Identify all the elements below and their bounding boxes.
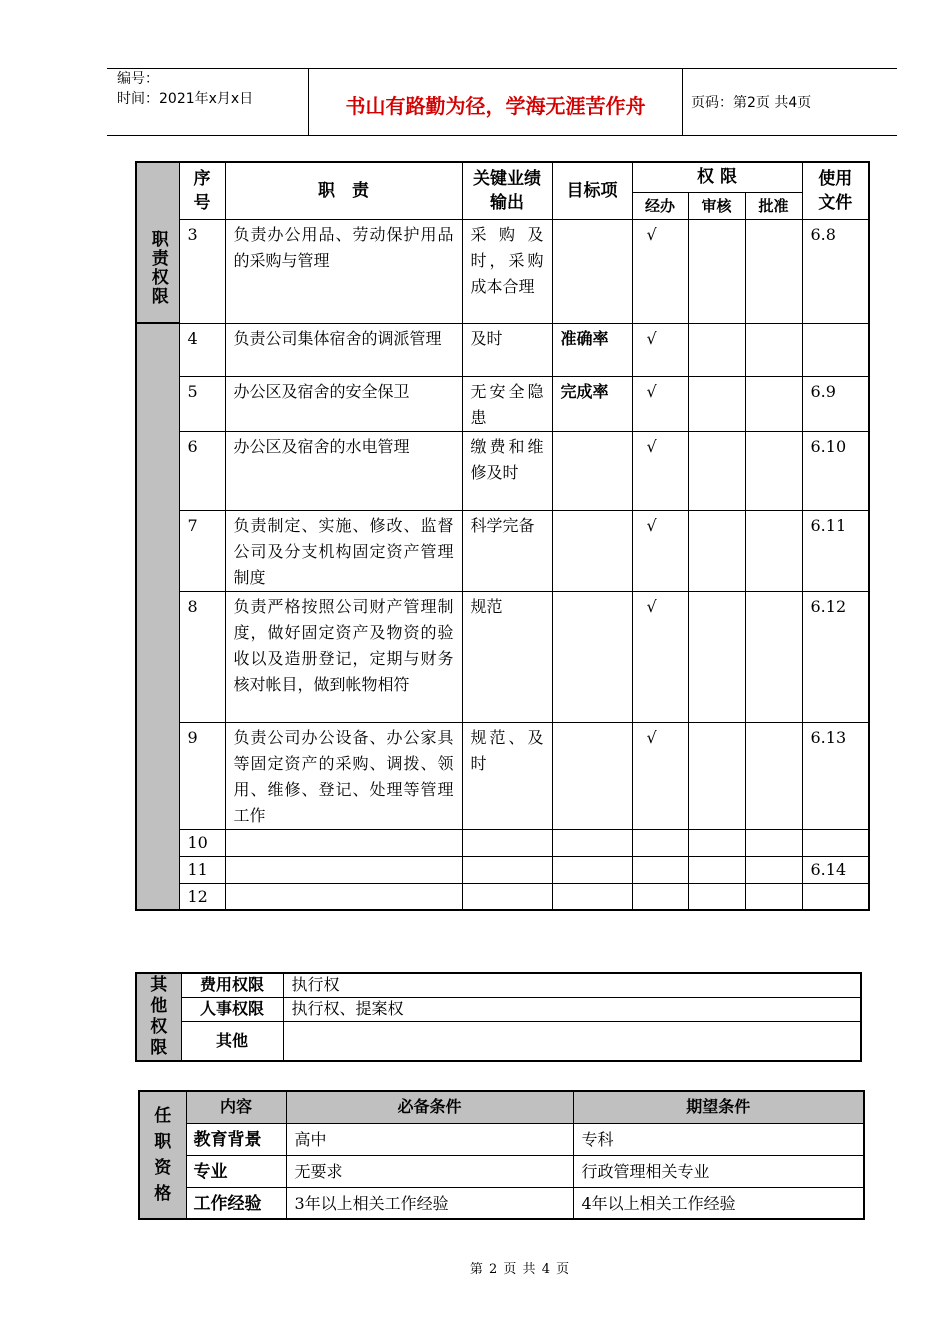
row-handle: √ xyxy=(632,510,688,591)
qual-expected: 专科 xyxy=(573,1123,864,1155)
other-rights-label-cell xyxy=(136,973,181,1061)
col-output-header-text: 关键业绩输出 xyxy=(473,168,541,213)
other-rights-label: 费用权限 xyxy=(181,973,283,997)
row-target: 完成率 xyxy=(552,376,632,431)
other-rights-value: 执行权、提案权 xyxy=(283,997,861,1021)
col-seq-header-text: 序号 xyxy=(193,168,211,213)
col-docs-header xyxy=(802,162,869,219)
row-seq: 11 xyxy=(179,856,225,883)
header-bottom-line xyxy=(107,135,897,136)
table-row xyxy=(139,1155,864,1187)
col-target-header: 目标项 xyxy=(552,162,632,219)
qual-expected: 4年以上相关工作经验 xyxy=(573,1187,864,1219)
duties-section-label: 职责权限 xyxy=(147,230,168,306)
col-output-header xyxy=(462,162,552,219)
row-seq: 12 xyxy=(179,883,225,910)
row-approve xyxy=(745,883,802,910)
qual-expected: 行政管理相关专业 xyxy=(573,1155,864,1187)
page-footer: 第 2 页 共 4 页 xyxy=(469,1262,571,1277)
row-duty xyxy=(225,829,462,856)
row-target xyxy=(552,856,632,883)
row-handle: √ xyxy=(632,431,688,510)
row-output: 缴费和维修及时 xyxy=(462,431,552,510)
row-approve xyxy=(745,722,802,829)
row-handle: √ xyxy=(632,323,688,376)
row-output: 科学完备 xyxy=(462,510,552,591)
col-duty-header: 职 责 xyxy=(225,162,462,219)
col-authority-header: 权 限 xyxy=(632,162,802,192)
other-rights-label: 其他 xyxy=(181,1021,283,1061)
row-output xyxy=(462,883,552,910)
header-slogan: 书山有路勤为径，学海无涯苦作舟 xyxy=(345,94,646,118)
table-row xyxy=(136,431,869,510)
row-handle xyxy=(632,883,688,910)
table-row xyxy=(136,722,869,829)
row-duty: 负责制定、实施、修改、监督公司及分支机构固定资产管理制度 xyxy=(225,510,462,591)
header-divider-right xyxy=(682,68,683,136)
qual-label: 专业 xyxy=(186,1155,286,1187)
row-handle: √ xyxy=(632,722,688,829)
row-output: 采购及时，采购成本合理 xyxy=(462,219,552,323)
table-row xyxy=(139,1187,864,1219)
qual-required: 3年以上相关工作经验 xyxy=(286,1187,573,1219)
col-review-header: 审核 xyxy=(688,192,745,219)
row-review xyxy=(688,883,745,910)
row-handle xyxy=(632,856,688,883)
row-seq: 6 xyxy=(179,431,225,510)
col-handle-header: 经办 xyxy=(632,192,688,219)
row-doc xyxy=(802,323,869,376)
row-handle: √ xyxy=(632,591,688,722)
table-row xyxy=(136,376,869,431)
row-doc: 6.14 xyxy=(802,856,869,883)
qual-label: 工作经验 xyxy=(186,1187,286,1219)
row-duty: 负责公司集体宿舍的调派管理 xyxy=(225,323,462,376)
row-approve xyxy=(745,510,802,591)
row-target xyxy=(552,591,632,722)
row-output: 及时 xyxy=(462,323,552,376)
table-row xyxy=(136,323,869,376)
row-seq: 5 xyxy=(179,376,225,431)
row-approve xyxy=(745,856,802,883)
row-duty: 办公区及宿舍的安全保卫 xyxy=(225,376,462,431)
row-review xyxy=(688,829,745,856)
row-seq: 10 xyxy=(179,829,225,856)
row-doc: 6.11 xyxy=(802,510,869,591)
header-page-code: 页码：第2页 共4页 xyxy=(691,95,812,111)
qual-required: 高中 xyxy=(286,1123,573,1155)
other-rights-table xyxy=(135,972,862,1062)
row-output: 无安全隐患 xyxy=(462,376,552,431)
qualifications-section-label: 任职资格 xyxy=(154,1106,172,1204)
row-output xyxy=(462,856,552,883)
row-approve xyxy=(745,591,802,722)
table-row xyxy=(136,510,869,591)
row-duty: 负责办公用品、劳动保护用品的采购与管理 xyxy=(225,219,462,323)
row-review xyxy=(688,510,745,591)
row-handle xyxy=(632,829,688,856)
duties-section-label-cell xyxy=(136,162,179,323)
table-row xyxy=(136,829,869,856)
row-target xyxy=(552,883,632,910)
other-rights-value xyxy=(283,1021,861,1061)
row-approve xyxy=(745,323,802,376)
table-row xyxy=(136,856,869,883)
other-rights-label: 人事权限 xyxy=(181,997,283,1021)
row-output xyxy=(462,829,552,856)
row-target xyxy=(552,219,632,323)
row-duty xyxy=(225,883,462,910)
row-output: 规范、及时 xyxy=(462,722,552,829)
row-review xyxy=(688,722,745,829)
qual-label: 教育背景 xyxy=(186,1123,286,1155)
row-doc xyxy=(802,829,869,856)
row-target: 准确率 xyxy=(552,323,632,376)
row-duty: 办公区及宿舍的水电管理 xyxy=(225,431,462,510)
row-approve xyxy=(745,431,802,510)
col-approve-header: 批准 xyxy=(745,192,802,219)
row-doc: 6.8 xyxy=(802,219,869,323)
row-target xyxy=(552,722,632,829)
row-review xyxy=(688,376,745,431)
row-duty: 负责公司办公设备、办公家具等固定资产的采购、调拨、领用、维修、登记、处理等管理工作 xyxy=(225,722,462,829)
row-duty: 负责严格按照公司财产管理制度，做好固定资产及物资的验收以及造册登记，定期与财务核对帐目，做到帐物相符 xyxy=(225,591,462,722)
row-doc: 6.12 xyxy=(802,591,869,722)
row-review xyxy=(688,591,745,722)
col-required-header: 必备条件 xyxy=(286,1091,573,1123)
row-seq: 8 xyxy=(179,591,225,722)
header-top-line xyxy=(107,68,897,69)
row-target xyxy=(552,431,632,510)
table-row xyxy=(136,591,869,722)
row-handle: √ xyxy=(632,219,688,323)
table-row xyxy=(139,1123,864,1155)
qualifications-table xyxy=(138,1090,865,1220)
row-target xyxy=(552,510,632,591)
row-handle: √ xyxy=(632,376,688,431)
row-review xyxy=(688,219,745,323)
header-number-label: 编号： xyxy=(117,71,159,87)
row-approve xyxy=(745,219,802,323)
col-expected-header: 期望条件 xyxy=(573,1091,864,1123)
duties-section-gray-band xyxy=(136,323,179,910)
qualifications-label-cell xyxy=(139,1091,186,1219)
row-output: 规范 xyxy=(462,591,552,722)
row-target xyxy=(552,829,632,856)
col-content-header: 内容 xyxy=(186,1091,286,1123)
row-doc: 6.13 xyxy=(802,722,869,829)
col-docs-header-text: 使用文件 xyxy=(818,168,853,213)
row-review xyxy=(688,431,745,510)
row-seq: 9 xyxy=(179,722,225,829)
duties-table xyxy=(135,161,870,911)
other-rights-section-label: 其他权限 xyxy=(150,975,168,1058)
col-seq-header xyxy=(179,162,225,219)
row-seq: 4 xyxy=(179,323,225,376)
other-rights-value: 执行权 xyxy=(283,973,861,997)
row-seq: 3 xyxy=(179,219,225,323)
header-time-label: 时间：2021年x月x日 xyxy=(117,91,254,107)
table-row xyxy=(136,883,869,910)
row-seq: 7 xyxy=(179,510,225,591)
row-doc xyxy=(802,883,869,910)
row-approve xyxy=(745,829,802,856)
row-doc: 6.9 xyxy=(802,376,869,431)
row-review xyxy=(688,323,745,376)
row-approve xyxy=(745,376,802,431)
table-row xyxy=(136,219,869,323)
row-review xyxy=(688,856,745,883)
row-duty xyxy=(225,856,462,883)
qual-required: 无要求 xyxy=(286,1155,573,1187)
row-doc: 6.10 xyxy=(802,431,869,510)
